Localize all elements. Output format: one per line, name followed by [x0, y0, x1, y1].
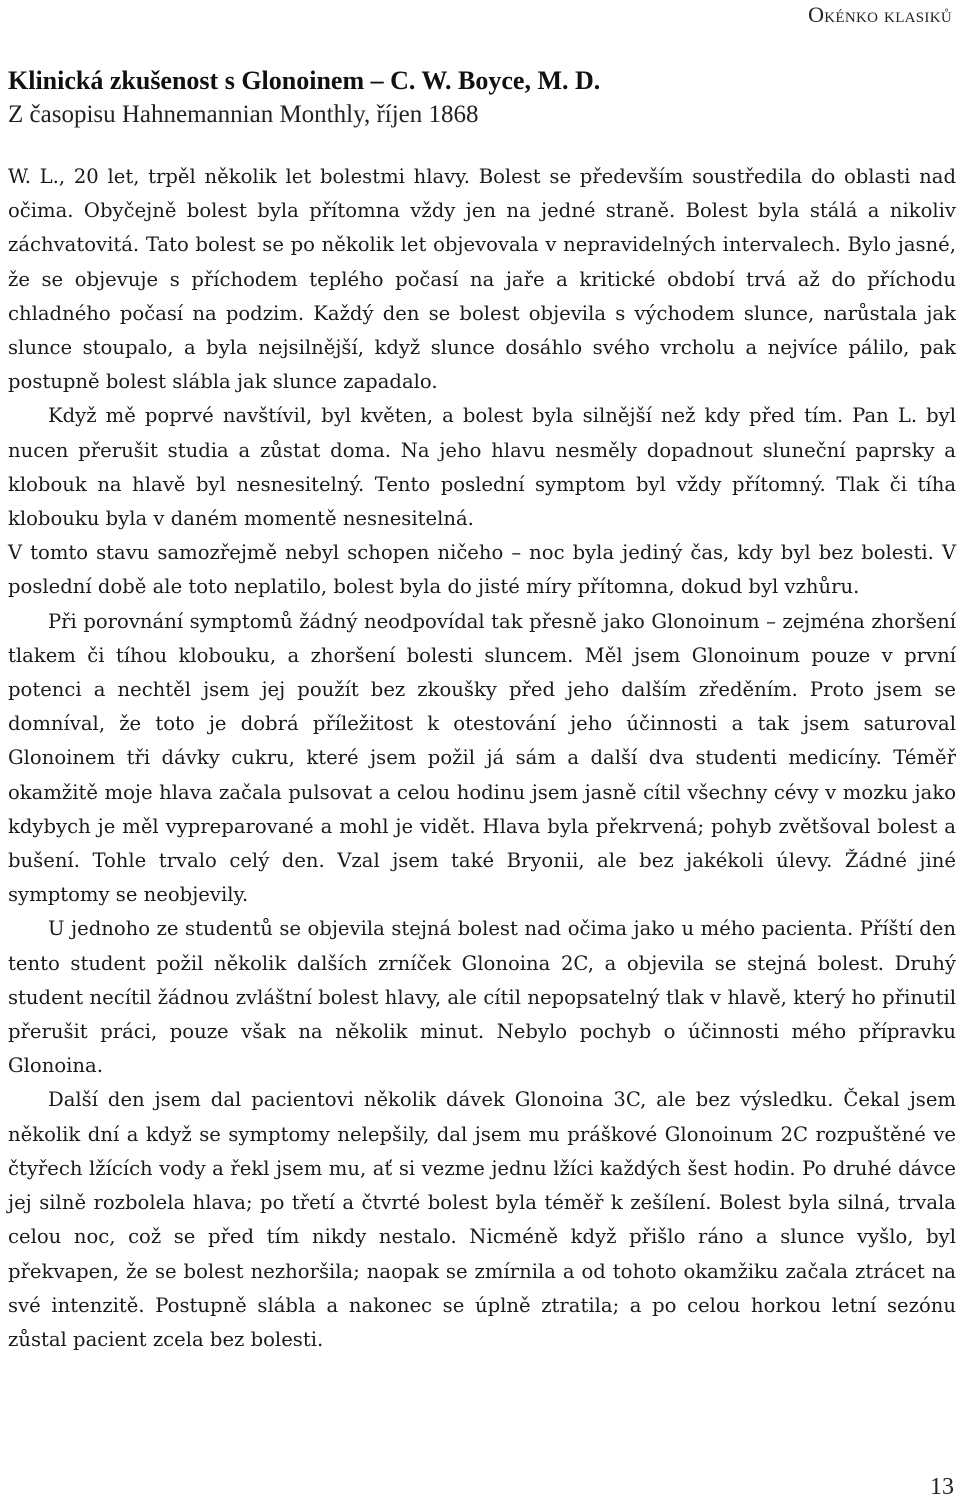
paragraph-3: V tomto stavu samozřejmě nebyl schopen ničeho – noc byla jediný čas, kdy byl bez bolesti. V poslední době ale toto neplatilo, bolest byla do jisté míry přítomna, dokud byl vzhůru. — [8, 541, 956, 599]
paragraph-4: Při porovnání symptomů žádný neodpovídal tak přesně jako Glonoinum – zejména zhoršení tlakem či tíhou klobouku, a zhoršení bolesti sluncem. Měl jsem Glonoinum pouze v první potenci a nechtěl jsem jej použít bez zkoušky před jeho dalším zředěním. Proto jsem se domníval, že toto je dobrá příležitost k otestování jeho účinnosti a tak jsem saturoval Glonoinem tři dávky cukru, které jsem požil já sám a další dva studenti medicíny. Téměř okamžitě moje hlava začala pulsovat a celou hodinu jsem jasně cítil všechny cévy v mozku jako kdybych je měl vypreparované a mohl je vidět. Hlava byla překrvená; pohyb zvětšoval bolest a bušení. Tohle trvalo celý den. Vzal jsem také Bryonii, ale bez jakékoli úlevy. Žádné jiné symptomy se neobjevily. — [8, 609, 956, 907]
article-title: Klinická zkušenost s Glonoinem – C. W. Boyce, M. D. — [8, 66, 601, 95]
page-number: 13 — [930, 1474, 954, 1500]
paragraph-6: Další den jsem dal pacientovi několik dávek Glonoina 3C, ale bez výsledku. Čekal jsem několik dní a když se symptomy nelepšily, dal jsem mu práškové Glonoinum 2C rozpuštěné ve čtyřech lžících vody a řekl jsem mu, ať si vezme jednu lžíci každých šest hodin. Po druhé dávce jej silně rozbolela hlava; po třetí a čtvrté bolest byla téměř k zešílení. Bolest byla silná, trvala celou noc, což se před tím nikdy nestalo. Nicméně když přišlo ráno a slunce vyšlo, byl překvapen, že se bolest nezhoršila; naopak se zmírnila a od tohoto okamžiku začala ztrácet na své intenzitě. Postupně slábla a nakonec se úplně ztratila; a po celou horkou letní sezónu zůstal pacient zcela bez bolesti. — [8, 1088, 956, 1351]
article — [8, 64, 956, 1357]
paragraph-5: U jednoho ze studentů se objevila stejná bolest nad očima jako u mého pacienta. Příští den tento student požil několik dalších zrníček Glonoina 2C, a objevila se stejná bolest. Druhý student necítil žádnou zvláštní bolest hlavy, ale cítil nepopsatelný tlak v hlavě, který ho přinutil přerušit práci, pouze však na několik minut. Nebylo pochyb o účinnosti mého přípravku Glonoina. — [8, 917, 956, 1078]
paragraph-1: W. L., 20 let, trpěl několik let bolestmi hlavy. Bolest se především soustředila do oblasti nad očima. Obyčejně bolest byla přítomna vždy jen na jedné straně. Bolest byla stálá a nikoliv záchvatovitá. Tato bolest se po několik let objevovala v nepravidelných intervalech. Bylo jasné, že se objevuje s příchodem teplého počasí na jaře a kritické období trvá až do příchodu chladného počasí na podzim. Každý den se bolest objevila s východem slunce, narůstala jak slunce stoupalo, a byla nejsilnější, když slunce dosáhlo svého vrcholu a nejvíce pálilo, pak postupně bolest slábla jak slunce zapadalo. — [8, 165, 956, 394]
running-header: Okénko klasiků — [808, 2, 952, 27]
article-source: Z časopisu Hahnemannian Monthly, říjen 1868 — [8, 101, 479, 128]
paragraph-2: Když mě poprvé navštívil, byl květen, a bolest byla silnější než kdy před tím. Pan L. byl nucen přerušit studia a zůstat doma. Na jeho hlavu nesměly dopadnout sluneční paprsky a klobouk na hlavě byl nesnesitelný. Tento poslední symptom byl vždy přítomný. Tlak či tíha klobouku byla v daném momentě nesnesitelná. — [8, 404, 956, 531]
